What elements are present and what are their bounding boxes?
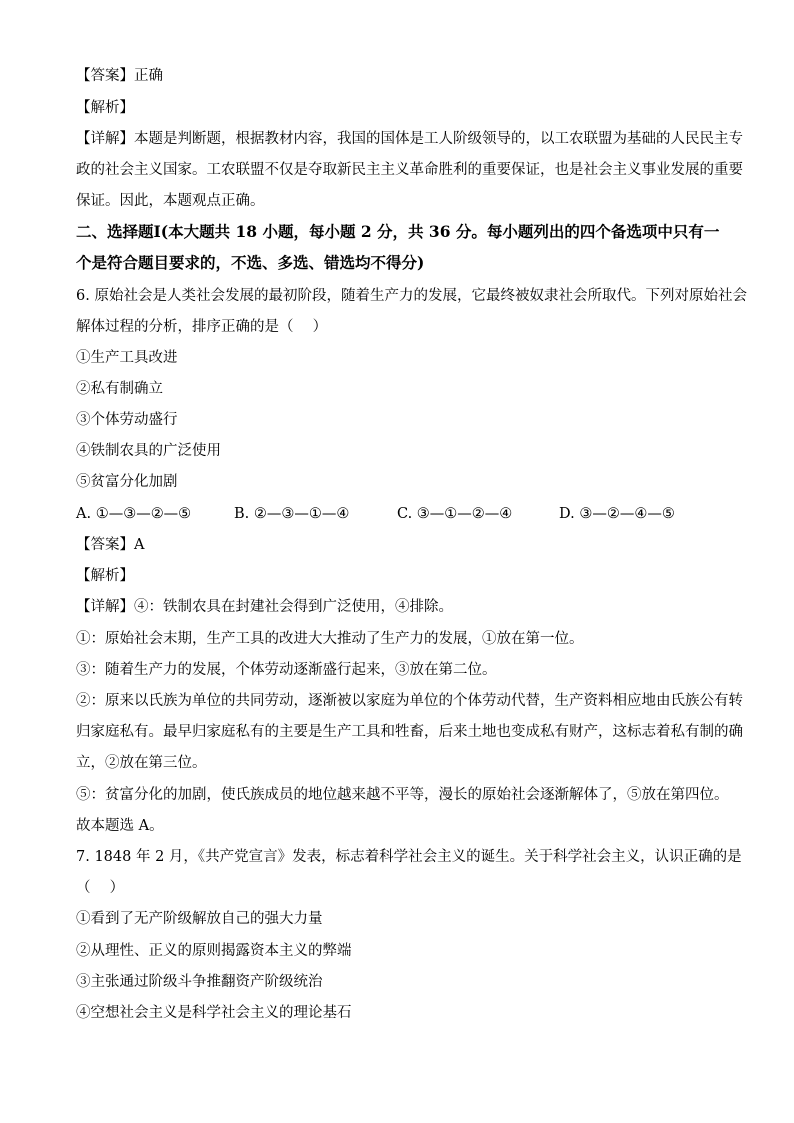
q5-analysis-label: 【解析】 bbox=[76, 100, 134, 116]
q6-item: ③个体劳动盛行 bbox=[76, 412, 178, 428]
q5-answer: 【答案】正确 bbox=[76, 68, 163, 84]
q6-item: ②私有制确立 bbox=[76, 381, 163, 397]
q6-option-a: A. ①—③—②—⑤ bbox=[76, 506, 192, 522]
q5-detail-line-1: 【详解】本题是判断题，根据教材内容，我国的国体是工人阶级领导的，以工农联盟为基础的人民民主专 bbox=[76, 131, 743, 147]
q6-detail-line-2: ①：原始社会末期，生产工具的改进大大推动了生产力的发展，①放在第一位。 bbox=[76, 631, 584, 647]
q6-analysis-label: 【解析】 bbox=[76, 568, 134, 584]
q7-stem-line-2: （ ） bbox=[76, 880, 125, 896]
q7-item: ④空想社会主义是科学社会主义的理论基石 bbox=[76, 1005, 352, 1021]
q6-answer: 【答案】A bbox=[76, 537, 145, 553]
q6-item: ⑤贫富分化加剧 bbox=[76, 474, 178, 490]
q6-option-b: B. ②—③—①—④ bbox=[234, 506, 350, 522]
q6-detail-line-6: 立，②放在第三位。 bbox=[76, 755, 207, 771]
q6-item: ①生产工具改进 bbox=[76, 350, 178, 366]
section-heading-line-1: 二、选择题Ⅰ(本大题共 18 小题，每小题 2 分，共 36 分。每小题列出的四个备选项中只有一 bbox=[76, 222, 720, 241]
q7-stem-line-1: 7. 1848 年 2 月，《共产党宣言》发表，标志着科学社会主义的诞生。关于科学社会主义，认识正确的是 bbox=[76, 849, 742, 865]
q7-item: ②从理性、正义的原则揭露资本主义的弊端 bbox=[76, 943, 352, 959]
q6-detail-line-5: 归家庭私有。最早归家庭私有的主要是生产工具和牲畜，后来土地也变成私有财产，这标志着私有制的确 bbox=[76, 724, 743, 740]
q6-detail-line-3: ③：随着生产力的发展，个体劳动逐渐盛行起来，③放在第二位。 bbox=[76, 662, 497, 678]
q6-stem-line-2: 解体过程的分析，排序正确的是（ ） bbox=[76, 319, 328, 335]
q6-detail-line-8: 故本题选 A。 bbox=[76, 818, 164, 834]
q6-option-c: C. ③—①—②—④ bbox=[397, 506, 513, 522]
q6-option-d: D. ③—②—④—⑤ bbox=[559, 506, 675, 522]
q7-item: ①看到了无产阶级解放自己的强大力量 bbox=[76, 911, 323, 927]
q6-detail-line-4: ②：原来以氏族为单位的共同劳动，逐渐被以家庭为单位的个体劳动代替，生产资料相应地由氏族公有转 bbox=[76, 693, 743, 709]
q6-stem-line-1: 6. 原始社会是人类社会发展的最初阶段，随着生产力的发展，它最终被奴隶社会所取代。下列对原始社会 bbox=[76, 288, 747, 304]
q7-item: ③主张通过阶级斗争推翻资产阶级统治 bbox=[76, 974, 323, 990]
q5-detail-line-2: 政的社会主义国家。工农联盟不仅是夺取新民主主义革命胜利的重要保证，也是社会主义事业发展的重要 bbox=[76, 162, 743, 178]
q6-detail-line-7: ⑤：贫富分化的加剧，使氏族成员的地位越来越不平等，漫长的原始社会逐渐解体了，⑤放在第四位。 bbox=[76, 787, 729, 803]
q6-item: ④铁制农具的广泛使用 bbox=[76, 443, 221, 459]
section-heading-line-2: 个是符合题目要求的，不选、多选、错选均不得分) bbox=[76, 253, 425, 272]
q5-detail-line-3: 保证。因此，本题观点正确。 bbox=[76, 193, 265, 209]
q6-detail-line-1: 【详解】④：铁制农具在封建社会得到广泛使用，④排除。 bbox=[76, 599, 453, 615]
